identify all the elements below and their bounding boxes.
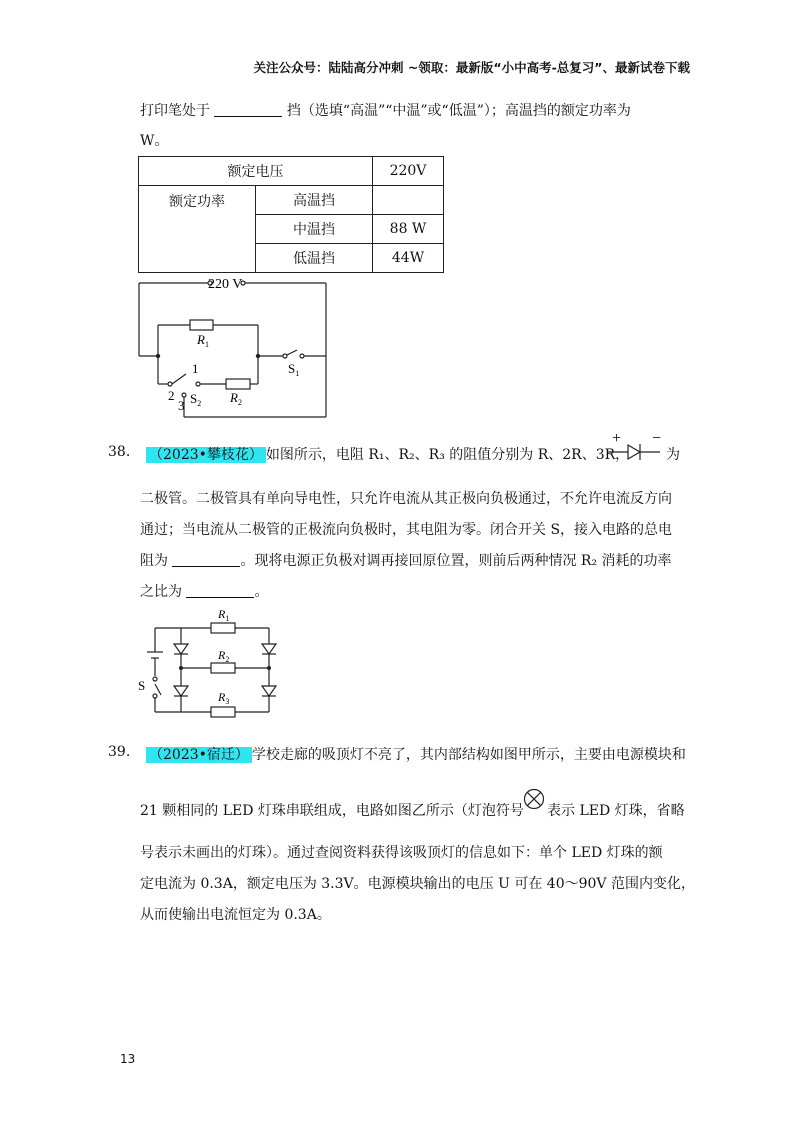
q39-line1-text: 学校走廊的吸顶灯不亮了，其内部结构如图甲所示，主要由电源模块和 — [251, 747, 686, 763]
q39-line4: 定电流为 0.3A，额定电压为 3.3V。电源模块输出的电压 U 可在 40～90V 范围内变化， — [140, 876, 695, 892]
q38-circuit-diagram — [138, 604, 298, 722]
rated-voltage-value: 220V — [373, 157, 444, 186]
q38-line1 — [146, 444, 629, 464]
r2-label: $R_2$ — [230, 390, 242, 407]
q38-line4-pre: 阻为 — [140, 553, 168, 569]
answer-blank — [214, 102, 282, 117]
power-level-label: 中温挡 — [256, 215, 373, 244]
q38-line2: 二极管。二极管具有单向导电性，只允许电流从其正极向负极通过，不允许电流反方向 — [140, 491, 672, 507]
q38-number: 38. — [108, 444, 131, 460]
r1-label: $R_1$ — [197, 332, 209, 349]
q37-circuit-diagram — [130, 272, 340, 422]
q38-line5-post: 。 — [254, 584, 269, 600]
s1-label: $S_1$ — [288, 361, 300, 378]
switch-position-2: 2 — [168, 388, 175, 403]
q38-line4 — [140, 550, 672, 570]
q39-line2-post: 表示 LED 灯珠，省略 — [547, 803, 685, 819]
power-level-label: 高温挡 — [256, 186, 373, 215]
r1-label: $R_1$ — [218, 607, 230, 623]
resistor-r2 — [226, 379, 250, 389]
power-level-value: 88 W — [373, 215, 444, 244]
power-level-value: 44W — [373, 244, 444, 273]
r2-label: $R_2$ — [218, 648, 230, 664]
switch-position-3: 3 — [178, 398, 185, 413]
resistor-r1 — [211, 623, 235, 633]
led-lamp-symbol-icon — [523, 788, 545, 810]
r3-label: $R_3$ — [218, 690, 230, 706]
q38-line4-post: 。现将电源正负极对调再接回原位置，则前后两种情况 R₂ 消耗的功率 — [240, 553, 672, 569]
q39-line5: 从而使输出电流恒定为 0.3A。 — [140, 907, 331, 923]
page-number: 13 — [120, 1052, 136, 1066]
power-level-label: 低温挡 — [256, 244, 373, 273]
q38-line5-pre: 之比为 — [140, 584, 182, 600]
resistor-r3 — [211, 707, 235, 717]
diode-symbol-icon — [608, 428, 666, 464]
spec-table — [138, 156, 444, 273]
page-header: 关注公众号：陆陆高分冲刺 ~领取：最新版“小中高考-总复习”、最新试卷下载 — [253, 60, 690, 75]
power-level-value — [373, 186, 444, 215]
voltage-label: 220 V — [208, 277, 243, 292]
answer-blank — [186, 583, 254, 598]
q38-line1-end: 为 — [666, 447, 680, 463]
q37-line1-post: 挡（选填“高温”“中温”或“低温”）；高温挡的额定功率为 — [286, 103, 631, 119]
q39-line3: 号表示未画出的灯珠）。通过查阅资料获得该吸顶灯的信息如下：单个 LED 灯珠的额 — [140, 845, 663, 861]
q37-line1 — [140, 100, 631, 120]
q39-source-tag: （2023•宿迁） — [146, 747, 252, 763]
diode-minus: − — [652, 430, 662, 447]
answer-blank — [172, 552, 240, 567]
q39-line1 — [146, 744, 686, 764]
q39-number: 39. — [108, 744, 131, 760]
q38-line1-text: 如图所示，电阻 R₁、R₂、R₃ 的阻值分别为 R、2R、3R， — [265, 447, 630, 463]
resistor-r1 — [190, 320, 213, 330]
q38-line5 — [140, 581, 268, 601]
resistor-r2 — [211, 663, 235, 673]
rated-voltage-label: 额定电压 — [139, 157, 373, 186]
switch-position-1: 1 — [192, 361, 199, 376]
q39-line2 — [140, 800, 524, 820]
q38-source-tag: （2023•攀枝花） — [146, 447, 266, 463]
rated-power-label: 额定功率 — [139, 186, 256, 273]
s2-label: $S_2$ — [190, 391, 202, 408]
q37-line1-pre: 打印笔处于 — [140, 103, 210, 119]
switch-s-label: S — [138, 678, 146, 693]
q37-line2: W。 — [140, 133, 169, 149]
q38-line3: 通过；当电流从二极管的正极流向负极时，其电阻为零。闭合开关 S，接入电路的总电 — [140, 522, 673, 538]
diode-plus: + — [612, 430, 622, 447]
q39-line2-pre: 21 颗相同的 LED 灯珠串联组成，电路如图乙所示（灯泡符号 — [140, 803, 524, 819]
